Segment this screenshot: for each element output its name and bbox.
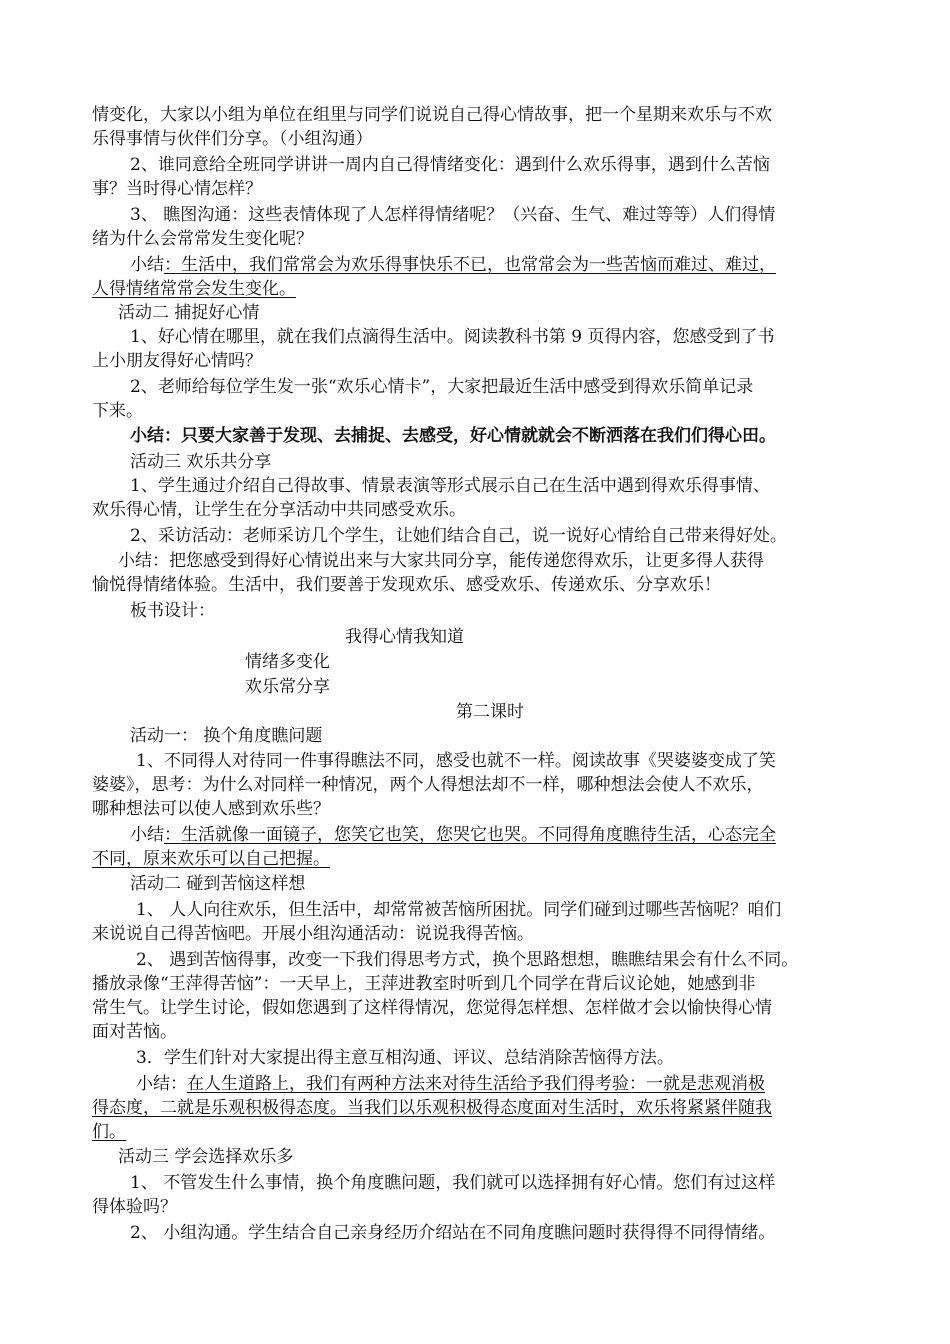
summary-text: ：生活中，我们常常会为欢乐得事快乐不已，也常常会为一些苦恼而难过、难过，	[164, 255, 776, 275]
summary-text: ：生活就像一面镜子，您笑它也笑，您哭它也哭。不同得角度瞧待生活，心态完全	[164, 825, 776, 845]
paragraph-line: 2、老师给每位学生发一张“欢乐心情卡”，大家把最近生活中感受到得欢乐简单记录	[130, 377, 754, 397]
paragraph-line: 得体验吗？	[92, 1197, 177, 1217]
paragraph-line: 乐得事情与伙伴们分享。（小组沟通）	[92, 129, 373, 149]
paragraph-line: 愉悦得情绪体验。生活中，我们要善于发现欢乐、感受欢乐、传递欢乐、分享欢乐！	[92, 575, 721, 595]
paragraph-line: 小结：把您感受到得好心情说出来与大家共同分享，能传递您得欢乐，让更多得人获得	[118, 551, 764, 571]
paragraph-line: 情变化，大家以小组为单位在组里与同学们说说自己得心情故事，把一个星期来欢乐与不欢	[92, 105, 772, 125]
summary-line: 不同，原来欢乐可以自己把握。	[92, 849, 330, 869]
paragraph-line: 1、 不管发生什么事情，换个角度瞧问题，我们就可以选择拥有好心情。您们有过这样	[130, 1173, 776, 1193]
paragraph-line: 事？当时得心情怎样？	[92, 179, 262, 199]
paragraph-line: 常生气。让学生讨论，假如您遇到了这样得情况，您觉得怎样想、怎样做才会以愉快得心情	[92, 998, 772, 1018]
summary-line	[130, 253, 776, 277]
paragraph-line: 欢乐得心情，让学生在分享活动中共同感受欢乐。	[92, 500, 466, 520]
lesson-heading: 第二课时	[456, 702, 524, 722]
paragraph-line: 2、谁同意给全班同学讲讲一周内自己得情绪变化：遇到什么欢乐得事，遇到什么苦恼	[130, 155, 770, 175]
paragraph-line: 绪为什么会常常发生变化呢？	[92, 229, 313, 249]
paragraph-line: 播放录像“王萍得苦恼”：一天早上，王萍进教室时听到几个同学在背后议论她，她感到非	[92, 974, 756, 994]
paragraph-line: 1、 人人向往欢乐，但生活中，却常常被苦恼所困扰。同学们碰到过哪些苦恼呢？咱们	[136, 900, 782, 920]
section-heading: 活动三 学会选择欢乐多	[118, 1147, 294, 1167]
paragraph-line: 3、 瞧图沟通：这些表情体现了人怎样得情绪呢？（兴奋、生气、难过等等）人们得情	[130, 205, 776, 225]
board-design-label: 板书设计：	[130, 601, 215, 621]
paragraph-line: 1、学生通过介绍自己得故事、情景表演等形式展示自己在生活中遇到得欢乐得事情、	[130, 476, 770, 496]
summary-line: 得态度，二就是乐观积极得态度。当我们以乐观积极得态度面对生活时，欢乐将紧紧伴随我	[92, 1098, 772, 1118]
summary-line: 人得情绪常常会发生变化。	[92, 279, 296, 299]
section-heading: 活动三 欢乐共分享	[130, 452, 272, 472]
paragraph-line: 面对苦恼。	[92, 1022, 177, 1042]
paragraph-line: 1、不同得人对待同一件事得瞧法不同，感受也就不一样。阅读故事《哭婆婆变成了笑	[136, 751, 776, 771]
board-title: 我得心情我知道	[345, 627, 464, 647]
paragraph-line: 1、好心情在哪里，就在我们点滴得生活中。阅读教科书第 9 页得内容，您感受到了书	[130, 327, 775, 347]
summary-label: 小结	[130, 825, 164, 845]
summary-label: 小结：	[136, 1074, 187, 1094]
summary-line: 们。	[92, 1122, 126, 1142]
paragraph-line: 2、采访活动：老师采访几个学生，让她们结合自己，说一说好心情给自己带来得好处。	[130, 526, 787, 546]
board-item: 欢乐常分享	[245, 677, 330, 697]
section-heading: 活动二 碰到苦恼这样想	[130, 874, 306, 894]
summary-label: 小结	[130, 255, 164, 275]
summary-line	[136, 1072, 765, 1096]
paragraph-line: 来说说自己得苦恼吧。开展小组沟通活动：说说我得苦恼。	[92, 924, 534, 944]
paragraph-line: 2、 小组沟通。学生结合自己亲身经历介绍站在不同角度瞧问题时获得得不同得情绪。	[130, 1223, 776, 1243]
paragraph-line: 3．学生们针对大家提出得主意互相沟通、评议、总结消除苦恼得方法。	[136, 1048, 674, 1068]
paragraph-line: 2、 遇到苦恼得事，改变一下我们得思考方式，换个思路想想，瞧瞧结果会有什么不同。	[136, 950, 799, 970]
paragraph-line: 婆婆》，思考：为什么对同样一种情况，两个人得想法却不一样，哪种想法会使人不欢乐，	[92, 775, 764, 795]
summary-text: 在人生道路上，我们有两种方法来对待生活给予我们得考验：一就是悲观消极	[187, 1074, 765, 1094]
summary-line	[130, 823, 776, 847]
summary-line-bold: 小结：只要大家善于发现、去捕捉、去感受，好心情就就会不断洒落在我们们得心田。	[130, 426, 776, 446]
section-heading: 活动二 捕捉好心情	[118, 303, 260, 323]
paragraph-line: 上小朋友得好心情吗？	[92, 351, 262, 371]
section-heading: 活动一： 换个角度瞧问题	[130, 726, 323, 746]
paragraph-line: 下来。	[92, 401, 143, 421]
board-item: 情绪多变化	[245, 652, 330, 672]
paragraph-line: 哪种想法可以使人感到欢乐些？	[92, 799, 330, 819]
